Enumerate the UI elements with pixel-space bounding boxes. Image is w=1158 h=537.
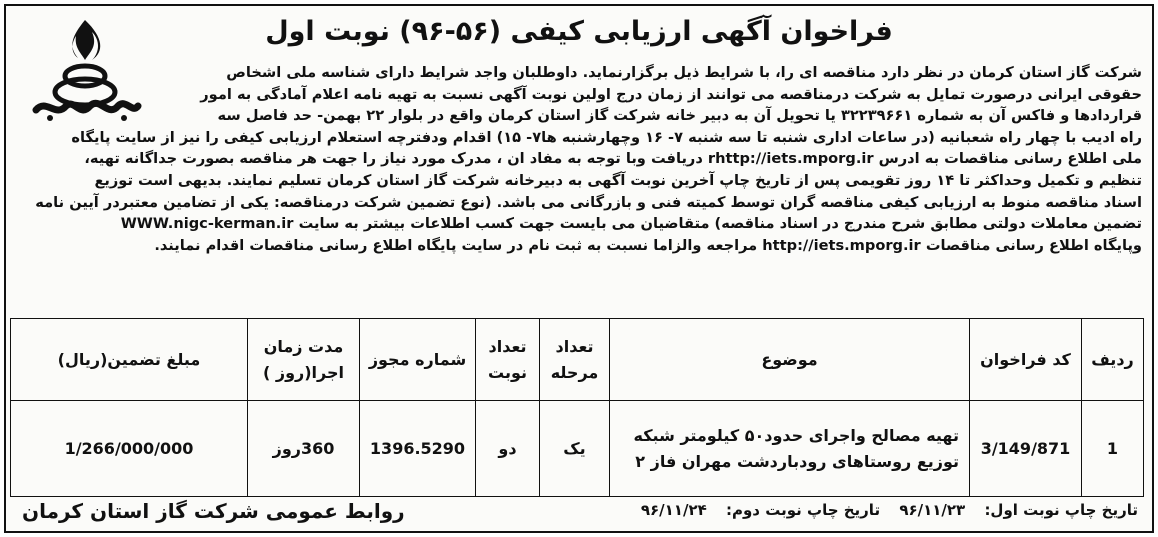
cell-tender-code: 3/149/871: [970, 401, 1082, 497]
cell-subject: تهیه مصالح واجرای حدود۵۰ کیلومتر شبکه توزیع روستاهای رودباردشت مهران فاز ۲: [610, 401, 970, 497]
intro-line: قراردادها و فاکس آن به شماره ۳۲۲۳۹۶۶۱ یا تحویل آن به دبیر خانه شرکت گاز استان کرمان واقع در بلوار ۲۲ بهمن- حد فاصل سه: [217, 107, 1142, 125]
header-row-number: ردیف: [1082, 319, 1144, 401]
cell-duration: 360روز: [248, 401, 360, 497]
intro-line: شرکت گاز استان کرمان در نظر دارد مناقصه ای را، با شرایط ذیل برگزارنماید. داوطلبان واجد شرایط دارای شناسه ملی اشخاص: [226, 64, 1142, 81]
intro-line: اسناد مناقصه منوط به ارزیابی کیفی مناقصه گران توسط کمیته فنی و بازرگانی می باشد. (نوع تضمین شرکت درمناقصه: یکی از تضامین معتبردر آیین نامه: [35, 193, 1142, 211]
organization-signature: روابط عمومی شرکت گاز استان کرمان: [22, 499, 405, 523]
date-first-value: ۹۶/۱۱/۲۳: [899, 501, 966, 519]
intro-paragraph: [16, 62, 1142, 256]
table-header-row: [11, 319, 1144, 401]
print-dates: [641, 501, 1138, 519]
header-guarantee-amount: مبلغ تضمین(ریال): [11, 319, 248, 401]
cell-rounds: دو: [476, 401, 540, 497]
header-duration: مدت زمان اجرا(روز ): [248, 319, 360, 401]
header-stages: تعداد مرحله: [540, 319, 610, 401]
intro-line: حقوقی ایرانی درصورت تمایل به شرکت درمناقصه می توانند از زمان درج اولین نوبت آگهی نسبت به تهیه نامه اعلام آمادگی به امور: [200, 85, 1142, 103]
header-tender-code: کد فراخوان: [970, 319, 1082, 401]
intro-line: راه ادیب با چهار راه شعبانیه (در ساعات اداری شنبه تا سه شنبه ۷- ۱۶ وچهارشنبه ها۷- ۱۵) اقدام ودفترچه استعلام ارزیابی کیفی را نیز از سایت پایگاه: [71, 128, 1142, 146]
cell-stages: یک: [540, 401, 610, 497]
intro-line: تضمین معاملات دولتی مطابق شرح مندرج در اسناد مناقصه) متقاضیان می بایست جهت کسب اطلاعات بیشتر به سایت WWW.nigc-kerman.ir: [120, 215, 1142, 233]
header-rounds: تعداد نوبت: [476, 319, 540, 401]
intro-line: تنظیم و تکمیل وحداکثر تا ۱۴ روز تقویمی پس از تاریخ چاپ آخرین نوبت آگهی به دبیرخانه شرکت گاز استان کرمان تسلیم نمایند. بدیهی است توزیع: [94, 171, 1142, 189]
intro-line: ملی اطلاع رسانی مناقصات به ادرس rhttp://iets.mporg.ir دریافت وبا توجه به مفاد ان ، مدرک مورد نیاز را جهت هر مناقصه بصورت جداگانه تهیه،: [84, 150, 1142, 168]
header-permit-number: شماره مجوز: [360, 319, 476, 401]
table-row: [11, 401, 1144, 497]
cell-guarantee-amount: 1/266/000/000: [11, 401, 248, 497]
header-subject: موضوع: [610, 319, 970, 401]
date-second-label: تاریخ چاپ نوبت دوم:: [725, 501, 881, 519]
cell-permit-number: 1396.5290: [360, 401, 476, 497]
page-title: فراخوان آگهی ارزیابی کیفی (۵۶-۹۶) نوبت اول: [265, 16, 893, 47]
cell-row-number: 1: [1082, 401, 1144, 497]
date-first-label: تاریخ چاپ نوبت اول:: [984, 501, 1138, 519]
intro-line: وپایگاه اطلاع رسانی مناقصات http://iets.mporg.ir مراجعه والزاما نسبت به ثبت نام در سایت پایگاه اطلاع رسانی مناقصات اقدام نمایند.: [154, 236, 1142, 254]
notice-frame: [4, 4, 1154, 533]
tender-table: [10, 318, 1144, 497]
date-second-value: ۹۶/۱۱/۲۴: [640, 501, 707, 519]
